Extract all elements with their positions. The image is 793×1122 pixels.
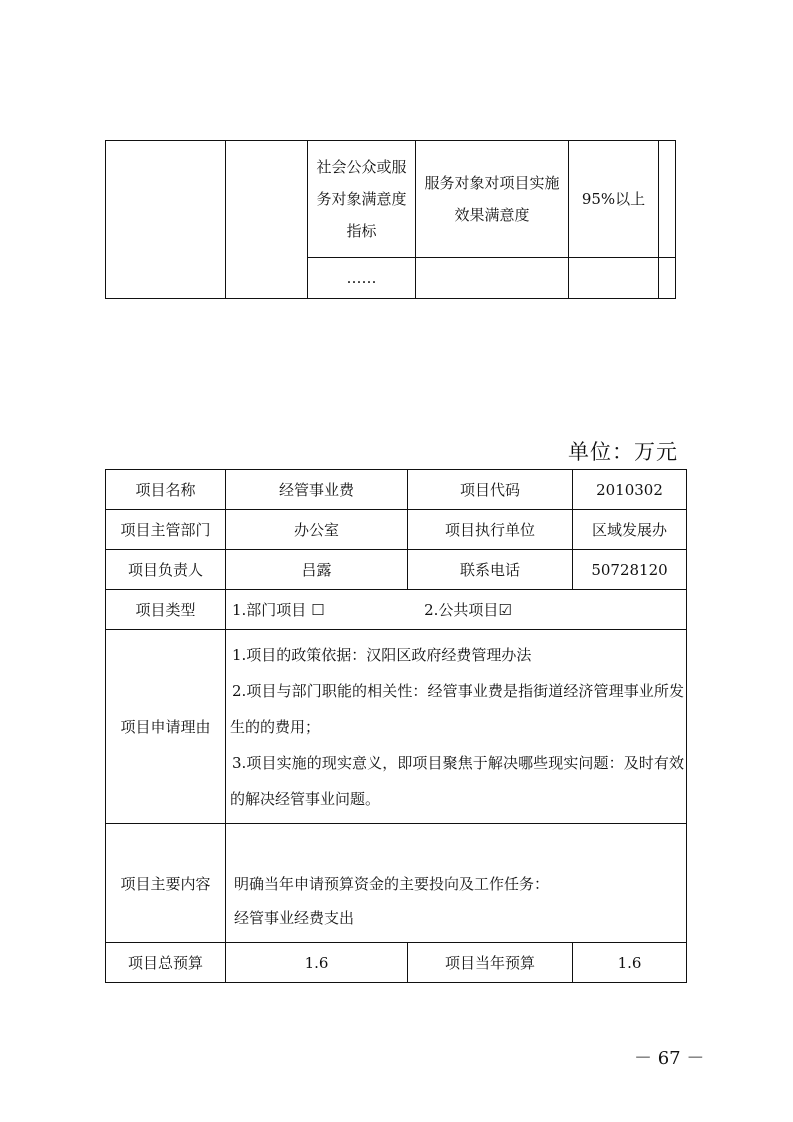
project-dept-label: 项目主管部门 bbox=[106, 510, 226, 550]
indicator-table bbox=[105, 140, 675, 298]
total-budget-value: 1.6 bbox=[226, 943, 408, 983]
year-budget-value: 1.6 bbox=[573, 943, 687, 983]
project-code-value: 2010302 bbox=[573, 470, 687, 510]
indicator-description-line: 服务对象对项目实施 bbox=[424, 174, 560, 192]
indicator-target-cell bbox=[569, 258, 659, 299]
checked-box-icon[interactable]: ☑ bbox=[498, 601, 512, 619]
project-info-table bbox=[105, 469, 686, 983]
project-exec-label: 项目执行单位 bbox=[408, 510, 573, 550]
project-phone-value: 50728120 bbox=[573, 550, 687, 590]
project-content-label: 项目主要内容 bbox=[106, 824, 226, 943]
project-exec-value: 区域发展办 bbox=[573, 510, 687, 550]
page-number: － 67 － bbox=[634, 1048, 705, 1069]
unit-label: 单位：万元 bbox=[568, 440, 678, 464]
indicator-description-cell bbox=[416, 258, 569, 299]
indicator-name-line: 务对象满意度 bbox=[316, 190, 407, 208]
project-name-value: 经管事业费 bbox=[226, 470, 408, 510]
project-name-label: 项目名称 bbox=[106, 470, 226, 510]
project-owner-label: 项目负责人 bbox=[106, 550, 226, 590]
indicator-name-line: 指标 bbox=[346, 222, 377, 240]
content-line: 经管事业经费支出 bbox=[234, 909, 355, 927]
project-content-text bbox=[226, 824, 687, 943]
project-phone-label: 联系电话 bbox=[408, 550, 573, 590]
indicator-description-cell bbox=[416, 141, 569, 258]
indicator-description-line: 效果满意度 bbox=[454, 206, 530, 224]
reason-line: 3.项目实施的现实意义，即项目聚焦于解决哪些现实问题：及时有效的解决经管事业问题。 bbox=[230, 753, 684, 808]
project-reason-text bbox=[226, 630, 687, 824]
indicator-target-cell: 95%以上 bbox=[569, 141, 659, 258]
reason-line: 2.项目与部门职能的相关性：经管事业费是指街道经济管理事业所发生的的费用； bbox=[230, 681, 684, 736]
project-code-label: 项目代码 bbox=[408, 470, 573, 510]
indicator-extra-cell bbox=[659, 141, 676, 258]
indicator-extra-cell bbox=[659, 258, 676, 299]
unchecked-box-icon[interactable]: ☐ bbox=[311, 601, 325, 619]
project-dept-value: 办公室 bbox=[226, 510, 408, 550]
project-owner-value: 吕露 bbox=[226, 550, 408, 590]
project-reason-label: 项目申请理由 bbox=[106, 630, 226, 824]
project-type-options bbox=[226, 590, 687, 630]
total-budget-label: 项目总预算 bbox=[106, 943, 226, 983]
indicator-name-cell bbox=[308, 141, 416, 258]
reason-line: 1.项目的政策依据：汉阳区政府经费管理办法 bbox=[232, 645, 532, 664]
indicator-ellipsis-cell: …… bbox=[308, 258, 416, 299]
year-budget-label: 项目当年预算 bbox=[408, 943, 573, 983]
type-option-public: 2.公共项目 bbox=[424, 601, 499, 619]
indicator-level1-cell bbox=[106, 141, 226, 299]
content-line: 明确当年申请预算资金的主要投向及工作任务： bbox=[234, 875, 550, 893]
indicator-name-line: 社会公众或服 bbox=[316, 158, 407, 176]
project-type-label: 项目类型 bbox=[106, 590, 226, 630]
indicator-level2-cell bbox=[226, 141, 308, 299]
type-option-dept: 1.部门项目 bbox=[232, 601, 307, 619]
